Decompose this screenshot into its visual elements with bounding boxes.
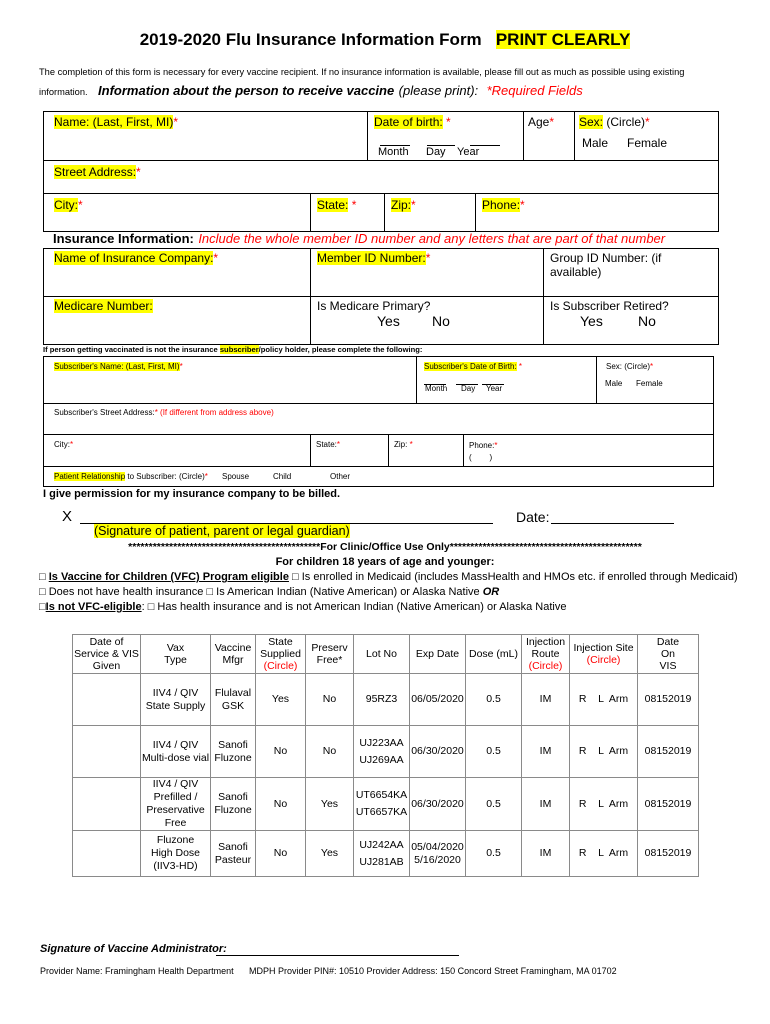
lot-no-cell: UJ223AA UJ269AA xyxy=(354,726,410,778)
header-line: Type xyxy=(164,654,187,666)
subscriber-sex-field: Sex: (Circle)* xyxy=(606,362,654,371)
table-header-cell xyxy=(570,635,638,674)
intro-text-2: information. Information about the person to receive vaccine (please print): *Required Fields xyxy=(39,83,583,98)
table-row xyxy=(73,674,699,726)
medicare-primary-no[interactable]: No xyxy=(432,313,450,329)
date-of-service-cell[interactable] xyxy=(73,674,141,726)
vis-date-cell: 08152019 xyxy=(638,674,699,726)
insurance-heading: Insurance Information: Include the whole member ID number and any letters that are part of that number xyxy=(53,231,666,246)
header-line: Preserv xyxy=(311,642,348,654)
injection-route-cell[interactable]: IM xyxy=(522,674,570,726)
dose-cell: 0.5 xyxy=(466,674,522,726)
date-label: Date: xyxy=(516,509,550,525)
injection-route-cell[interactable]: IM xyxy=(522,778,570,831)
vfc-eligible-line: □ Is Vaccine for Children (VFC) Program eligible □ Is enrolled in Medicaid (includes MassHealth and HMOs etc. if enrolled through Medicaid) xyxy=(39,571,738,583)
lot-no-cell: UT6654KA UT6657KA xyxy=(354,778,410,831)
header-line: (Circle) xyxy=(586,654,621,666)
vax-type-cell: IIV4 / QIV Prefilled / Preservative Free xyxy=(141,778,211,831)
header-line: Mfgr xyxy=(222,654,244,666)
table-row xyxy=(73,778,699,831)
exp-date-cell: 05/04/2020 5/16/2020 xyxy=(410,831,466,877)
insurance-company-field[interactable]: Name of Insurance Company:* xyxy=(54,251,219,265)
medicare-number-field[interactable]: Medicare Number: xyxy=(54,299,153,313)
preserv-free-cell: Yes xyxy=(306,831,354,877)
no-insurance-line: □ Does not have health insurance □ Is American Indian (Native American) or Alaska Native OR xyxy=(39,586,500,598)
exp-date-cell: 06/30/2020 xyxy=(410,726,466,778)
state-field[interactable]: State: * xyxy=(317,198,357,212)
header-line: (Circle) xyxy=(528,660,563,672)
subscriber-name-field[interactable]: Subscriber's Name: (Last, First, MI)* xyxy=(54,362,183,371)
relationship-other[interactable]: Other xyxy=(330,472,351,481)
patient-relationship-field: Patient Relationship to Subscriber: (Circle)* xyxy=(54,472,208,481)
header-line: Date xyxy=(656,636,680,648)
injection-site-cell[interactable]: R L Arm xyxy=(570,726,638,778)
sex-field: Sex: (Circle)* xyxy=(579,115,650,129)
vaccine-mfgr-cell: Sanofi Pasteur xyxy=(211,831,256,877)
state-supplied-cell[interactable]: Yes xyxy=(256,674,306,726)
table-header-cell xyxy=(410,635,466,674)
injection-site-cell[interactable]: R L Arm xyxy=(570,674,638,726)
provider-pin-address: MDPH Provider PIN#: 10510 Provider Address: 150 Concord Street Framingham, MA 01702 xyxy=(249,966,617,976)
table-header-cell xyxy=(73,635,141,674)
table-header-cell xyxy=(141,635,211,674)
vax-type-cell: IIV4 / QIV Multi-dose vial xyxy=(141,726,211,778)
children-heading: For children 18 years of age and younger: xyxy=(275,556,495,568)
date-of-service-cell[interactable] xyxy=(73,778,141,831)
vax-type-cell: IIV4 / QIV State Supply xyxy=(141,674,211,726)
age-field[interactable]: Age* xyxy=(528,115,555,129)
zip-field[interactable]: Zip:* xyxy=(391,198,416,212)
relationship-spouse[interactable]: Spouse xyxy=(222,472,250,481)
subscriber-retired-question: Is Subscriber Retired? xyxy=(550,299,669,313)
header-line: Injection Site xyxy=(573,642,634,654)
subscriber-dob-year: Year xyxy=(486,384,503,393)
vis-date-cell: 08152019 xyxy=(638,831,699,877)
injection-site-cell[interactable]: R L Arm xyxy=(570,831,638,877)
subscriber-box xyxy=(43,356,714,487)
preserv-free-cell: No xyxy=(306,726,354,778)
subscriber-phone-field[interactable]: Phone:* ( ) xyxy=(469,441,498,462)
header-line: Lot No xyxy=(366,648,397,660)
section-heading: Information about the person to receive vaccine xyxy=(98,83,395,98)
provider-name: Provider Name: Framingham Health Department xyxy=(40,966,234,976)
header-line: Date of xyxy=(89,636,124,648)
clinic-use-divider: ***********************************************For Clinic/Office Use Only*********************************************** xyxy=(128,541,642,553)
header-line: Free* xyxy=(316,654,343,666)
table-header-cell xyxy=(306,635,354,674)
intro-text: The completion of this form is necessary for every vaccine recipient. If no insurance information is available, please fill out as much as possible using existing xyxy=(39,67,685,77)
administrator-signature-line[interactable] xyxy=(216,955,459,956)
dob-month-label: Month xyxy=(378,146,409,158)
form-title-main: 2019-2020 Flu Insurance Information Form xyxy=(139,30,482,49)
form-title xyxy=(0,30,770,50)
table-header-cell xyxy=(522,635,570,674)
subscriber-dob-day: Day xyxy=(461,384,476,393)
subscriber-sex-male[interactable]: Male xyxy=(605,379,623,388)
header-line: Given xyxy=(92,660,121,672)
preserv-free-cell: Yes xyxy=(306,778,354,831)
header-line: Supplied xyxy=(260,648,301,660)
dob-field[interactable]: Date of birth: * xyxy=(374,115,451,129)
header-line: (Circle) xyxy=(263,660,298,672)
name-field[interactable]: Name: (Last, First, MI)* xyxy=(54,115,179,129)
injection-route-cell[interactable]: IM xyxy=(522,831,570,877)
state-supplied-cell[interactable]: No xyxy=(256,726,306,778)
header-line: Vaccine xyxy=(214,642,252,654)
group-id-field[interactable]: Group ID Number: (if available) xyxy=(550,251,662,279)
patient-info-box xyxy=(43,111,719,232)
header-line: Route xyxy=(531,648,560,660)
required-note: *Required Fields xyxy=(486,83,583,98)
header-line: Dose (mL) xyxy=(468,648,518,660)
injection-site-cell[interactable]: R L Arm xyxy=(570,778,638,831)
vaccine-table xyxy=(72,634,699,877)
lot-no-cell: 95RZ3 xyxy=(354,674,410,726)
lot-no-cell: UJ242AA UJ281AB xyxy=(354,831,410,877)
header-line: VIS xyxy=(659,660,677,672)
vis-date-cell: 08152019 xyxy=(638,778,699,831)
vax-type-cell: Fluzone High Dose (IIV3-HD) xyxy=(141,831,211,877)
dose-cell: 0.5 xyxy=(466,726,522,778)
section-heading-print: (please print): xyxy=(398,83,479,98)
sex-male-option[interactable]: Male xyxy=(582,136,609,150)
medicare-primary-question: Is Medicare Primary? xyxy=(317,299,431,313)
table-header-cell xyxy=(638,635,699,674)
exp-date-cell: 06/30/2020 xyxy=(410,778,466,831)
preserv-free-cell: No xyxy=(306,674,354,726)
subscriber-street-field[interactable]: Subscriber's Street Address:* (If different from address above) xyxy=(54,408,274,417)
header-line: On xyxy=(660,648,675,660)
subscriber-retired-no[interactable]: No xyxy=(638,313,656,329)
date-line[interactable] xyxy=(551,523,674,524)
vis-date-cell: 08152019 xyxy=(638,726,699,778)
sex-female-option[interactable]: Female xyxy=(627,136,668,150)
table-header-cell xyxy=(211,635,256,674)
phone-field[interactable]: Phone:* xyxy=(482,198,525,212)
table-row xyxy=(73,726,699,778)
header-line: State xyxy=(268,636,293,648)
table-row xyxy=(73,831,699,877)
header-line: Vax xyxy=(166,642,185,654)
date-of-service-cell[interactable] xyxy=(73,726,141,778)
not-vfc-checkbox[interactable]: □ xyxy=(39,601,46,613)
signature-x-mark: X xyxy=(62,508,73,525)
city-field[interactable]: City:* xyxy=(54,198,83,212)
vaccine-mfgr-cell: Sanofi Fluzone xyxy=(211,778,256,831)
subscriber-sex-female[interactable]: Female xyxy=(636,379,663,388)
subscriber-state-field[interactable]: State:* xyxy=(316,440,341,449)
street-address-field[interactable]: Street Address:* xyxy=(54,165,141,179)
relationship-child[interactable]: Child xyxy=(273,472,292,481)
member-id-field[interactable]: Member ID Number:* xyxy=(317,251,431,265)
dob-day-label: Day xyxy=(426,146,446,158)
state-supplied-cell[interactable]: No xyxy=(256,831,306,877)
subscriber-zip-field[interactable]: Zip: * xyxy=(394,440,413,449)
billing-permission: I give permission for my insurance company to be billed. xyxy=(43,488,341,500)
signature-caption: (Signature of patient, parent or legal guardian) xyxy=(94,524,350,538)
administrator-signature-label: Signature of Vaccine Administrator: xyxy=(40,943,227,955)
exp-date-cell: 06/05/2020 xyxy=(410,674,466,726)
state-supplied-cell[interactable]: No xyxy=(256,778,306,831)
print-clearly-badge: PRINT CLEARLY xyxy=(495,30,631,49)
date-of-service-cell[interactable] xyxy=(73,831,141,877)
header-line: Exp Date xyxy=(415,648,460,660)
dose-cell: 0.5 xyxy=(466,831,522,877)
header-line: Service & VIS xyxy=(74,648,139,660)
dob-year-label: Year xyxy=(457,146,480,158)
vaccine-mfgr-cell: Sanofi Fluzone xyxy=(211,726,256,778)
subscriber-city-field[interactable]: City:* xyxy=(54,440,74,449)
table-header-row xyxy=(73,635,699,674)
table-header-cell xyxy=(466,635,522,674)
not-vfc-eligible-line: □Is not VFC-eligible: □ Has health insurance and is not American Indian (Native American) or Alaska Native xyxy=(39,601,567,613)
subscriber-dob-field[interactable]: Subscriber's Date of Birth: * xyxy=(424,362,523,371)
subscriber-intro: If person getting vaccinated is not the insurance subscriber/policy holder, please complete the following: xyxy=(43,345,423,354)
vfc-eligible-checkbox[interactable]: □ xyxy=(39,571,46,583)
subscriber-dob-month: Month xyxy=(425,384,448,393)
subscriber-retired-yes[interactable]: Yes xyxy=(580,313,603,329)
vaccine-mfgr-cell: Flulaval GSK xyxy=(211,674,256,726)
dose-cell: 0.5 xyxy=(466,778,522,831)
injection-route-cell[interactable]: IM xyxy=(522,726,570,778)
header-line: Injection xyxy=(525,636,566,648)
table-header-cell xyxy=(354,635,410,674)
medicare-primary-yes[interactable]: Yes xyxy=(377,313,400,329)
table-header-cell xyxy=(256,635,306,674)
